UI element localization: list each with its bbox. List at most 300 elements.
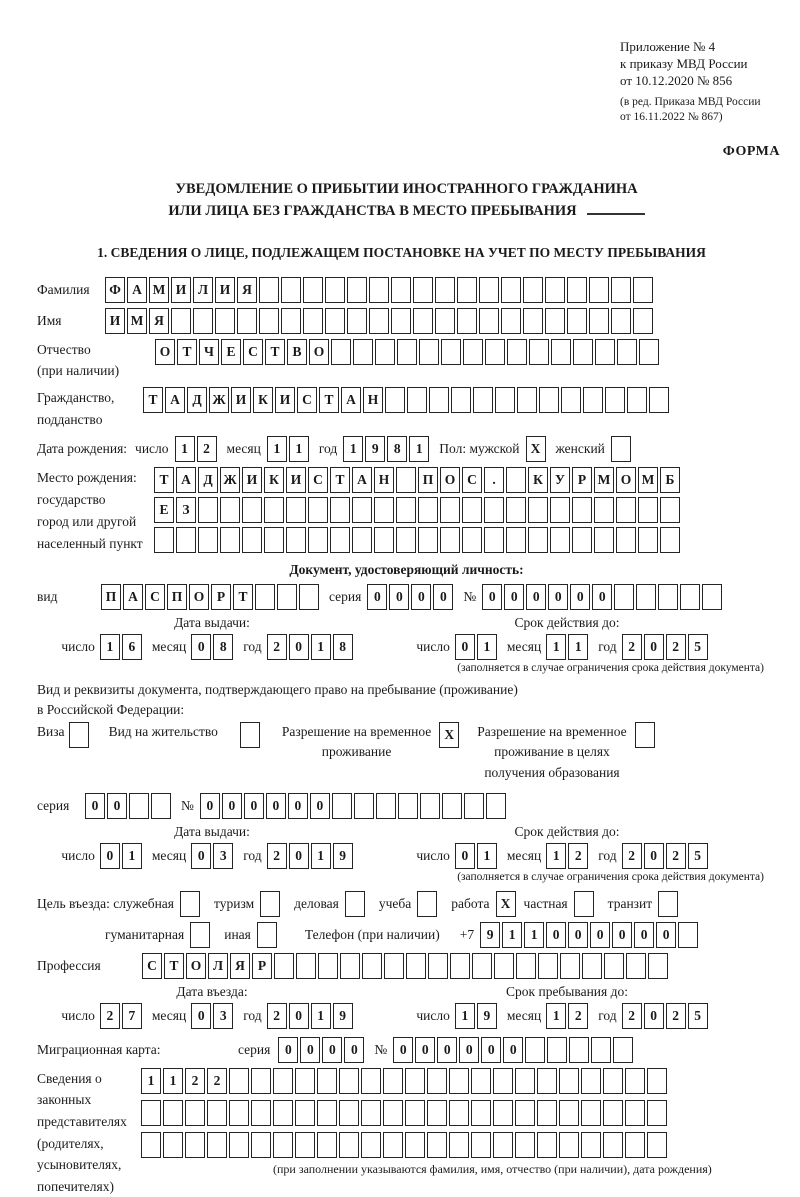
name-cell[interactable] [611,308,631,334]
doc-number-cell[interactable]: 0 [526,584,546,610]
representatives-cell[interactable] [471,1132,491,1158]
birthplace-cell[interactable] [176,527,196,553]
birthplace-cell[interactable] [198,497,218,523]
birthplace-cell[interactable] [264,497,284,523]
permit-number-cell[interactable] [420,793,440,819]
name-cell[interactable] [413,308,433,334]
birthplace-cell[interactable] [198,527,218,553]
migration-series-cell[interactable]: 0 [278,1037,298,1063]
residence-permit-check-cell[interactable] [240,722,260,748]
representatives-cell[interactable] [493,1132,513,1158]
patronymic-cell[interactable]: Т [177,339,197,365]
entry-day-cell[interactable]: 2 [100,1003,120,1029]
birthplace-cell[interactable]: З [176,497,196,523]
doc-number-cell[interactable]: 0 [482,584,502,610]
doc-number-cell[interactable]: 0 [548,584,568,610]
patronymic-cell[interactable]: В [287,339,307,365]
birthplace-cell[interactable]: К [264,467,284,493]
patronymic-cell[interactable] [463,339,483,365]
birthplace-cell[interactable] [462,497,482,523]
representatives-cell[interactable] [141,1100,161,1126]
birthplace-cell[interactable] [594,497,614,523]
profession-cell[interactable] [494,953,514,979]
name-cell[interactable] [633,308,653,334]
birth-year-cell[interactable]: 1 [343,436,363,462]
birth-year-cell[interactable]: 1 [409,436,429,462]
stay-month-cell[interactable]: 1 [546,1003,566,1029]
permit-issue-month-cell[interactable]: 0 [191,843,211,869]
profession-cell[interactable]: Я [230,953,250,979]
birthplace-cell[interactable]: О [440,467,460,493]
name-cell[interactable] [281,308,301,334]
birthplace-cell[interactable] [330,527,350,553]
doc-type-cell[interactable] [299,584,319,610]
profession-cell[interactable] [516,953,536,979]
surname-cell[interactable] [501,277,521,303]
birthplace-cell[interactable] [660,527,680,553]
representatives-cell[interactable] [383,1068,403,1094]
representatives-cell[interactable] [251,1068,271,1094]
birthplace-cell[interactable]: А [352,467,372,493]
representatives-cell[interactable] [361,1068,381,1094]
representatives-cell[interactable] [339,1100,359,1126]
purpose-tourism-check-cell[interactable] [260,891,280,917]
surname-cell[interactable] [369,277,389,303]
doc-type-cell[interactable]: П [101,584,121,610]
citizenship-cell[interactable] [561,387,581,413]
birthplace-cell[interactable] [528,497,548,523]
name-cell[interactable]: М [127,308,147,334]
permit-number-cell[interactable]: 0 [266,793,286,819]
name-cell[interactable] [545,308,565,334]
birthplace-cell[interactable]: И [242,467,262,493]
surname-cell[interactable] [259,277,279,303]
profession-cell[interactable] [274,953,294,979]
patronymic-cell[interactable]: Ч [199,339,219,365]
permit-number-cell[interactable] [442,793,462,819]
phone-cell[interactable] [678,922,698,948]
citizenship-cell[interactable]: А [165,387,185,413]
birthplace-cell[interactable]: Н [374,467,394,493]
migration-number-cell[interactable]: 0 [393,1037,413,1063]
doc-issue-day-cell[interactable]: 6 [122,634,142,660]
patronymic-cell[interactable] [397,339,417,365]
citizenship-cell[interactable] [429,387,449,413]
citizenship-cell[interactable] [627,387,647,413]
representatives-cell[interactable] [273,1132,293,1158]
representatives-cell[interactable] [141,1132,161,1158]
doc-number-cell[interactable] [680,584,700,610]
doc-number-cell[interactable] [702,584,722,610]
representatives-cell[interactable]: 2 [207,1068,227,1094]
representatives-cell[interactable] [405,1100,425,1126]
permit-valid-day-cell[interactable]: 1 [477,843,497,869]
representatives-cell[interactable] [295,1100,315,1126]
representatives-cell[interactable] [383,1100,403,1126]
migration-number-cell[interactable] [569,1037,589,1063]
doc-issue-year-cell[interactable]: 1 [311,634,331,660]
representatives-cell[interactable] [493,1100,513,1126]
birthplace-cell[interactable] [594,527,614,553]
representatives-cell[interactable] [427,1100,447,1126]
entry-year-cell[interactable]: 2 [267,1003,287,1029]
birthplace-cell[interactable] [440,527,460,553]
sex-female-check-cell[interactable] [611,436,631,462]
representatives-cell[interactable]: 1 [163,1068,183,1094]
permit-series-cell[interactable] [129,793,149,819]
name-cell[interactable]: И [105,308,125,334]
migration-number-cell[interactable] [591,1037,611,1063]
representatives-cell[interactable] [449,1100,469,1126]
citizenship-cell[interactable]: И [231,387,251,413]
representatives-cell[interactable] [273,1100,293,1126]
birthplace-cell[interactable] [352,527,372,553]
birthplace-cell[interactable] [352,497,372,523]
name-cell[interactable] [347,308,367,334]
entry-year-cell[interactable]: 0 [289,1003,309,1029]
birthplace-cell[interactable] [220,497,240,523]
permit-number-cell[interactable]: 0 [222,793,242,819]
citizenship-cell[interactable]: Ж [209,387,229,413]
purpose-work-check-cell[interactable]: X [496,891,516,917]
birthplace-cell[interactable] [374,527,394,553]
permit-series-cell[interactable]: 0 [85,793,105,819]
permit-issue-day-cell[interactable]: 1 [122,843,142,869]
doc-number-cell[interactable] [636,584,656,610]
patronymic-cell[interactable]: С [243,339,263,365]
permit-number-cell[interactable]: 0 [310,793,330,819]
profession-cell[interactable] [450,953,470,979]
representatives-cell[interactable] [251,1132,271,1158]
birthplace-cell[interactable] [638,497,658,523]
citizenship-cell[interactable]: С [297,387,317,413]
temp-permit-edu-check-cell[interactable] [635,722,655,748]
representatives-cell[interactable] [625,1132,645,1158]
birthplace-cell[interactable] [572,527,592,553]
doc-valid-year-cell[interactable]: 2 [622,634,642,660]
surname-cell[interactable] [523,277,543,303]
phone-cell[interactable]: 0 [612,922,632,948]
permit-number-cell[interactable] [332,793,352,819]
doc-series-cell[interactable]: 0 [433,584,453,610]
permit-number-cell[interactable] [464,793,484,819]
permit-series-cell[interactable] [151,793,171,819]
doc-valid-year-cell[interactable]: 2 [666,634,686,660]
surname-cell[interactable]: Л [193,277,213,303]
entry-month-cell[interactable]: 0 [191,1003,211,1029]
representatives-cell[interactable] [361,1132,381,1158]
permit-issue-year-cell[interactable]: 1 [311,843,331,869]
representatives-cell[interactable] [537,1068,557,1094]
doc-valid-month-cell[interactable]: 1 [546,634,566,660]
doc-type-cell[interactable]: С [145,584,165,610]
profession-cell[interactable] [384,953,404,979]
doc-valid-month-cell[interactable]: 1 [568,634,588,660]
representatives-cell[interactable] [471,1068,491,1094]
citizenship-cell[interactable] [451,387,471,413]
permit-number-cell[interactable] [398,793,418,819]
surname-cell[interactable] [457,277,477,303]
representatives-cell[interactable] [405,1068,425,1094]
birthplace-cell[interactable] [220,527,240,553]
representatives-cell[interactable] [163,1132,183,1158]
citizenship-cell[interactable] [517,387,537,413]
doc-issue-month-cell[interactable]: 0 [191,634,211,660]
doc-issue-day-cell[interactable]: 1 [100,634,120,660]
surname-cell[interactable]: И [171,277,191,303]
profession-cell[interactable]: Т [164,953,184,979]
name-cell[interactable] [523,308,543,334]
surname-cell[interactable] [611,277,631,303]
patronymic-cell[interactable]: Е [221,339,241,365]
stay-month-cell[interactable]: 2 [568,1003,588,1029]
name-cell[interactable] [369,308,389,334]
doc-issue-year-cell[interactable]: 8 [333,634,353,660]
birthplace-cell[interactable] [440,497,460,523]
representatives-cell[interactable] [625,1068,645,1094]
surname-cell[interactable] [479,277,499,303]
permit-number-cell[interactable]: 0 [200,793,220,819]
representatives-cell[interactable] [207,1100,227,1126]
doc-type-cell[interactable] [255,584,275,610]
profession-cell[interactable] [472,953,492,979]
representatives-cell[interactable] [295,1132,315,1158]
name-cell[interactable] [171,308,191,334]
name-cell[interactable] [457,308,477,334]
profession-cell[interactable]: С [142,953,162,979]
migration-series-cell[interactable]: 0 [300,1037,320,1063]
patronymic-cell[interactable] [353,339,373,365]
name-cell[interactable] [325,308,345,334]
purpose-other-check-cell[interactable] [257,922,277,948]
migration-number-cell[interactable] [525,1037,545,1063]
permit-valid-year-cell[interactable]: 5 [688,843,708,869]
birth-year-cell[interactable]: 9 [365,436,385,462]
representatives-cell[interactable] [273,1068,293,1094]
patronymic-cell[interactable] [331,339,351,365]
permit-series-cell[interactable]: 0 [107,793,127,819]
name-cell[interactable] [391,308,411,334]
permit-number-cell[interactable] [376,793,396,819]
birthplace-cell[interactable] [396,527,416,553]
purpose-private-check-cell[interactable] [574,891,594,917]
doc-issue-year-cell[interactable]: 0 [289,634,309,660]
temp-permit-check-cell[interactable]: X [439,722,459,748]
patronymic-cell[interactable] [639,339,659,365]
birthplace-cell[interactable] [484,497,504,523]
representatives-cell[interactable] [603,1132,623,1158]
migration-number-cell[interactable] [613,1037,633,1063]
birthplace-cell[interactable] [550,497,570,523]
birthplace-cell[interactable]: К [528,467,548,493]
stay-year-cell[interactable]: 5 [688,1003,708,1029]
representatives-cell[interactable] [163,1100,183,1126]
name-cell[interactable] [479,308,499,334]
name-cell[interactable]: Я [149,308,169,334]
representatives-cell[interactable] [339,1068,359,1094]
representatives-cell[interactable] [405,1132,425,1158]
phone-cell[interactable]: 0 [568,922,588,948]
citizenship-cell[interactable] [605,387,625,413]
birthplace-cell[interactable] [462,527,482,553]
citizenship-cell[interactable]: Т [143,387,163,413]
birthplace-cell[interactable]: Е [154,497,174,523]
birthplace-cell[interactable] [506,467,526,493]
profession-cell[interactable]: Р [252,953,272,979]
representatives-cell[interactable] [625,1100,645,1126]
birthplace-cell[interactable]: . [484,467,504,493]
representatives-cell[interactable] [647,1068,667,1094]
stay-year-cell[interactable]: 2 [622,1003,642,1029]
birthplace-cell[interactable]: Д [198,467,218,493]
doc-issue-month-cell[interactable]: 8 [213,634,233,660]
representatives-cell[interactable] [515,1132,535,1158]
representatives-cell[interactable] [229,1068,249,1094]
birthplace-cell[interactable] [242,527,262,553]
surname-cell[interactable]: И [215,277,235,303]
migration-number-cell[interactable]: 0 [415,1037,435,1063]
representatives-cell[interactable] [449,1132,469,1158]
representatives-cell[interactable] [581,1100,601,1126]
phone-cell[interactable]: 0 [656,922,676,948]
phone-cell[interactable]: 0 [634,922,654,948]
name-cell[interactable] [215,308,235,334]
permit-valid-year-cell[interactable]: 2 [622,843,642,869]
representatives-cell[interactable] [559,1132,579,1158]
birthplace-cell[interactable]: Ж [220,467,240,493]
representatives-cell[interactable] [449,1068,469,1094]
citizenship-cell[interactable]: И [275,387,295,413]
citizenship-cell[interactable] [495,387,515,413]
profession-cell[interactable] [406,953,426,979]
birthplace-cell[interactable] [264,527,284,553]
birthplace-cell[interactable] [418,527,438,553]
birthplace-cell[interactable] [660,497,680,523]
stay-day-cell[interactable]: 9 [477,1003,497,1029]
birthplace-cell[interactable]: С [462,467,482,493]
birthplace-cell[interactable]: С [308,467,328,493]
patronymic-cell[interactable] [419,339,439,365]
doc-number-cell[interactable] [658,584,678,610]
representatives-cell[interactable] [229,1100,249,1126]
birthplace-cell[interactable] [242,497,262,523]
birthplace-cell[interactable]: О [616,467,636,493]
profession-cell[interactable] [582,953,602,979]
patronymic-cell[interactable] [507,339,527,365]
surname-cell[interactable]: Ф [105,277,125,303]
patronymic-cell[interactable] [551,339,571,365]
representatives-cell[interactable] [515,1100,535,1126]
profession-cell[interactable] [560,953,580,979]
birthplace-cell[interactable] [528,527,548,553]
surname-cell[interactable] [391,277,411,303]
patronymic-cell[interactable] [529,339,549,365]
citizenship-cell[interactable] [649,387,669,413]
surname-cell[interactable] [567,277,587,303]
doc-series-cell[interactable]: 0 [411,584,431,610]
birthplace-cell[interactable] [396,497,416,523]
doc-number-cell[interactable]: 0 [504,584,524,610]
representatives-cell[interactable] [361,1100,381,1126]
permit-issue-year-cell[interactable]: 0 [289,843,309,869]
permit-number-cell[interactable] [486,793,506,819]
profession-cell[interactable] [604,953,624,979]
migration-number-cell[interactable]: 0 [503,1037,523,1063]
doc-type-cell[interactable]: П [167,584,187,610]
patronymic-cell[interactable] [617,339,637,365]
migration-number-cell[interactable] [547,1037,567,1063]
birthplace-cell[interactable]: Т [154,467,174,493]
citizenship-cell[interactable] [539,387,559,413]
patronymic-cell[interactable] [485,339,505,365]
permit-valid-month-cell[interactable]: 2 [568,843,588,869]
purpose-humanitarian-check-cell[interactable] [190,922,210,948]
doc-type-cell[interactable]: Р [211,584,231,610]
representatives-cell[interactable] [251,1100,271,1126]
profession-cell[interactable] [626,953,646,979]
purpose-business-check-cell[interactable] [345,891,365,917]
permit-valid-month-cell[interactable]: 1 [546,843,566,869]
stay-day-cell[interactable]: 1 [455,1003,475,1029]
doc-valid-day-cell[interactable]: 1 [477,634,497,660]
representatives-cell[interactable] [207,1132,227,1158]
birthplace-cell[interactable] [616,527,636,553]
doc-type-cell[interactable]: Т [233,584,253,610]
permit-issue-month-cell[interactable]: 3 [213,843,233,869]
phone-cell[interactable]: 1 [502,922,522,948]
migration-number-cell[interactable]: 0 [459,1037,479,1063]
birthplace-cell[interactable]: П [418,467,438,493]
purpose-official-check-cell[interactable] [180,891,200,917]
name-cell[interactable] [193,308,213,334]
birthplace-cell[interactable] [286,497,306,523]
representatives-cell[interactable] [427,1132,447,1158]
migration-number-cell[interactable]: 0 [481,1037,501,1063]
migration-number-cell[interactable]: 0 [437,1037,457,1063]
birthplace-cell[interactable] [286,527,306,553]
name-cell[interactable] [501,308,521,334]
profession-cell[interactable] [296,953,316,979]
doc-number-cell[interactable]: 0 [592,584,612,610]
doc-number-cell[interactable] [614,584,634,610]
citizenship-cell[interactable]: Н [363,387,383,413]
patronymic-cell[interactable] [595,339,615,365]
surname-cell[interactable] [545,277,565,303]
name-cell[interactable] [259,308,279,334]
surname-cell[interactable] [413,277,433,303]
surname-cell[interactable] [281,277,301,303]
representatives-cell[interactable] [581,1068,601,1094]
phone-cell[interactable]: 9 [480,922,500,948]
representatives-cell[interactable] [317,1132,337,1158]
representatives-cell[interactable] [603,1100,623,1126]
birthplace-cell[interactable] [616,497,636,523]
patronymic-cell[interactable] [573,339,593,365]
doc-valid-day-cell[interactable]: 0 [455,634,475,660]
name-cell[interactable] [589,308,609,334]
birthplace-cell[interactable] [506,527,526,553]
birth-day-cell[interactable]: 2 [197,436,217,462]
representatives-cell[interactable] [229,1132,249,1158]
profession-cell[interactable] [428,953,448,979]
surname-cell[interactable]: М [149,277,169,303]
citizenship-cell[interactable]: К [253,387,273,413]
stay-year-cell[interactable]: 2 [666,1003,686,1029]
doc-valid-year-cell[interactable]: 5 [688,634,708,660]
entry-month-cell[interactable]: 3 [213,1003,233,1029]
surname-cell[interactable]: А [127,277,147,303]
doc-type-cell[interactable] [277,584,297,610]
